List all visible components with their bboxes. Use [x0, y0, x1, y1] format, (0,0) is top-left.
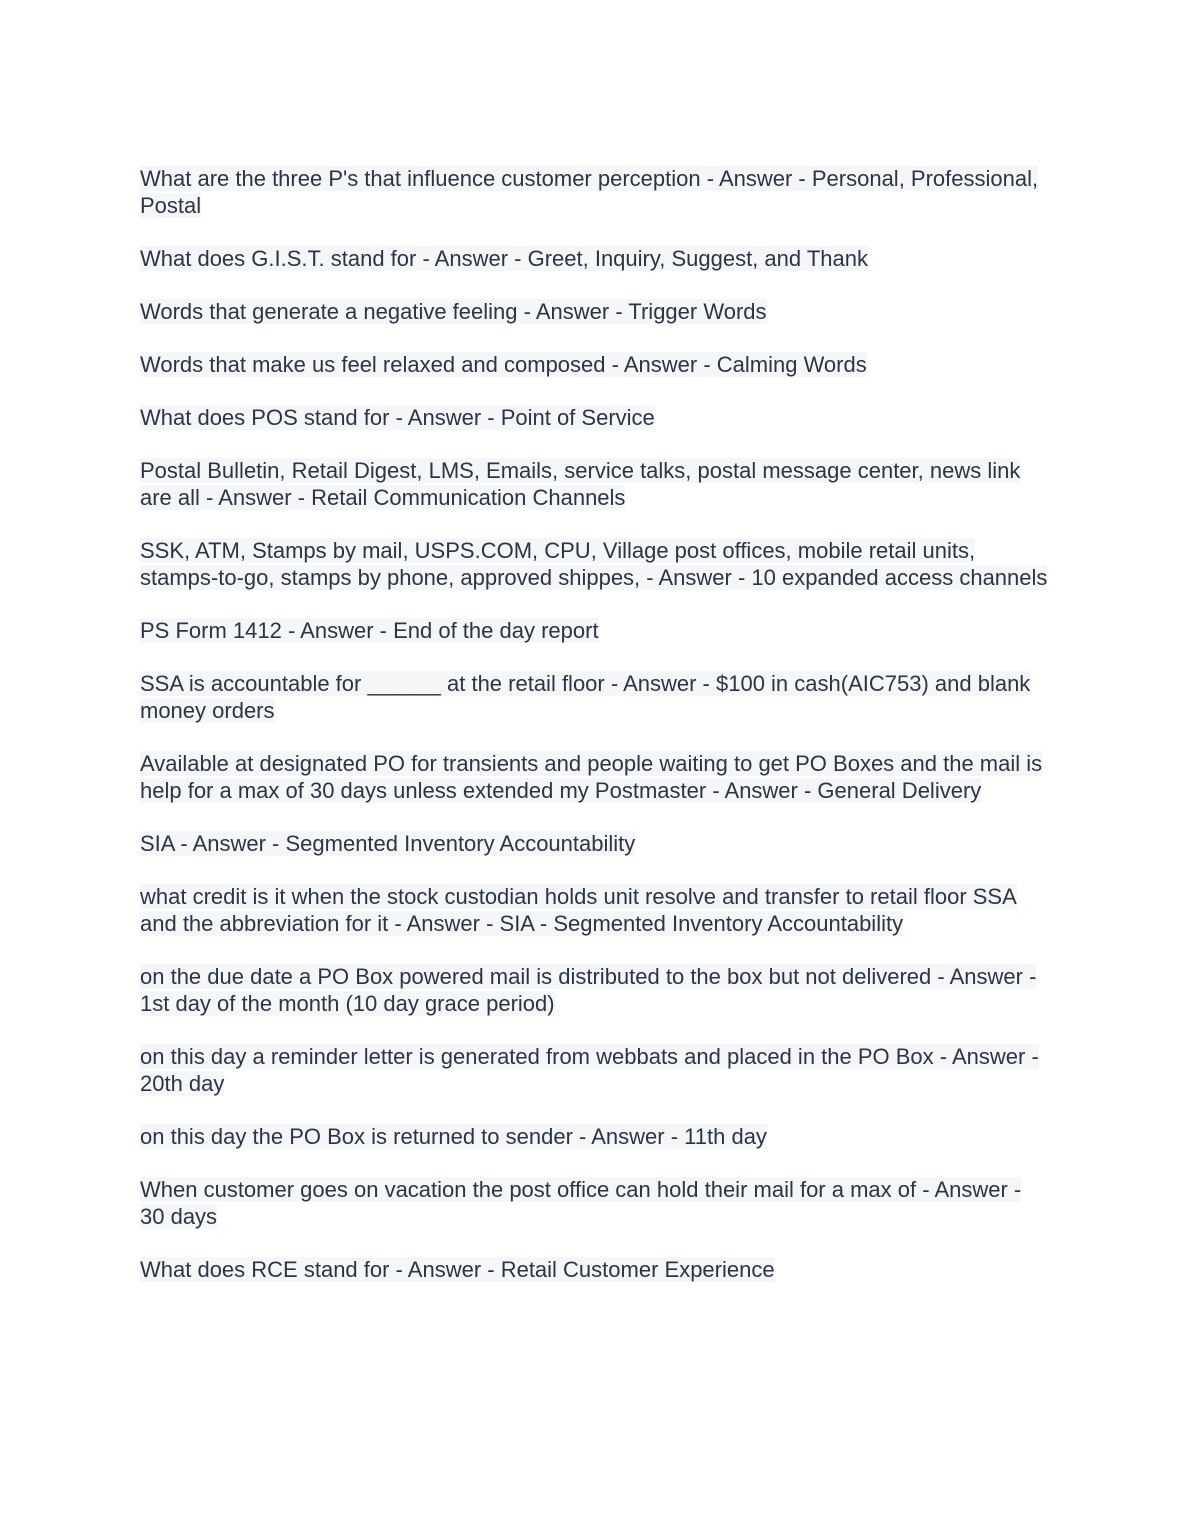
qa-item [140, 165, 1050, 219]
qa-text: SSK, ATM, Stamps by mail, USPS.COM, CPU, Village post offices, mobile retail units, stamps-to-go, stamps by phone, approved shippes, - Answer - 10 expanded access channels [140, 538, 1048, 590]
qa-text: PS Form 1412 - Answer - End of the day report [140, 618, 599, 643]
qa-item [140, 1256, 1050, 1283]
qa-item [140, 670, 1050, 724]
qa-item [140, 750, 1050, 804]
qa-text: SSA is accountable for ______ at the retail floor - Answer - $100 in cash(AIC753) and blank money orders [140, 671, 1031, 723]
qa-item [140, 617, 1050, 644]
qa-item [140, 1176, 1050, 1230]
qa-item [140, 1123, 1050, 1150]
qa-item [140, 537, 1050, 591]
qa-item [140, 245, 1050, 272]
qa-text: Available at designated PO for transients and people waiting to get PO Boxes and the mail is help for a max of 30 days unless extended my Postmaster - Answer - General Delivery [140, 751, 1043, 803]
qa-text: on the due date a PO Box powered mail is distributed to the box but not delivered - Answer - 1st day of the month (10 day grace period) [140, 964, 1037, 1016]
qa-text: SIA - Answer - Segmented Inventory Accountability [140, 831, 636, 856]
qa-text: What does RCE stand for - Answer - Retail Customer Experience [140, 1257, 775, 1282]
qa-text: Postal Bulletin, Retail Digest, LMS, Emails, service talks, postal message center, news link are all - Answer - Retail Communication Channels [140, 458, 1021, 510]
qa-item [140, 351, 1050, 378]
qa-item [140, 963, 1050, 1017]
qa-text: on this day a reminder letter is generated from webbats and placed in the PO Box - Answer - 20th day [140, 1044, 1039, 1096]
qa-text: Words that make us feel relaxed and composed - Answer - Calming Words [140, 352, 867, 377]
qa-text: on this day the PO Box is returned to sender - Answer - 11th day [140, 1124, 767, 1149]
qa-item [140, 830, 1050, 857]
qa-text: When customer goes on vacation the post office can hold their mail for a max of - Answer - 30 days [140, 1177, 1022, 1229]
qa-text: What does G.I.S.T. stand for - Answer - Greet, Inquiry, Suggest, and Thank [140, 246, 868, 271]
qa-text: what credit is it when the stock custodian holds unit resolve and transfer to retail floor SSA and the abbreviation for it - Answer - SIA - Segmented Inventory Accountability [140, 884, 1017, 936]
qa-item [140, 404, 1050, 431]
qa-item [140, 457, 1050, 511]
qa-item [140, 1043, 1050, 1097]
qa-item [140, 298, 1050, 325]
qa-text: What are the three P's that influence customer perception - Answer - Personal, Professional, Postal [140, 166, 1039, 218]
qa-text: What does POS stand for - Answer - Point of Service [140, 405, 655, 430]
qa-item [140, 883, 1050, 937]
qa-list [140, 165, 1050, 1309]
qa-text: Words that generate a negative feeling - Answer - Trigger Words [140, 299, 767, 324]
